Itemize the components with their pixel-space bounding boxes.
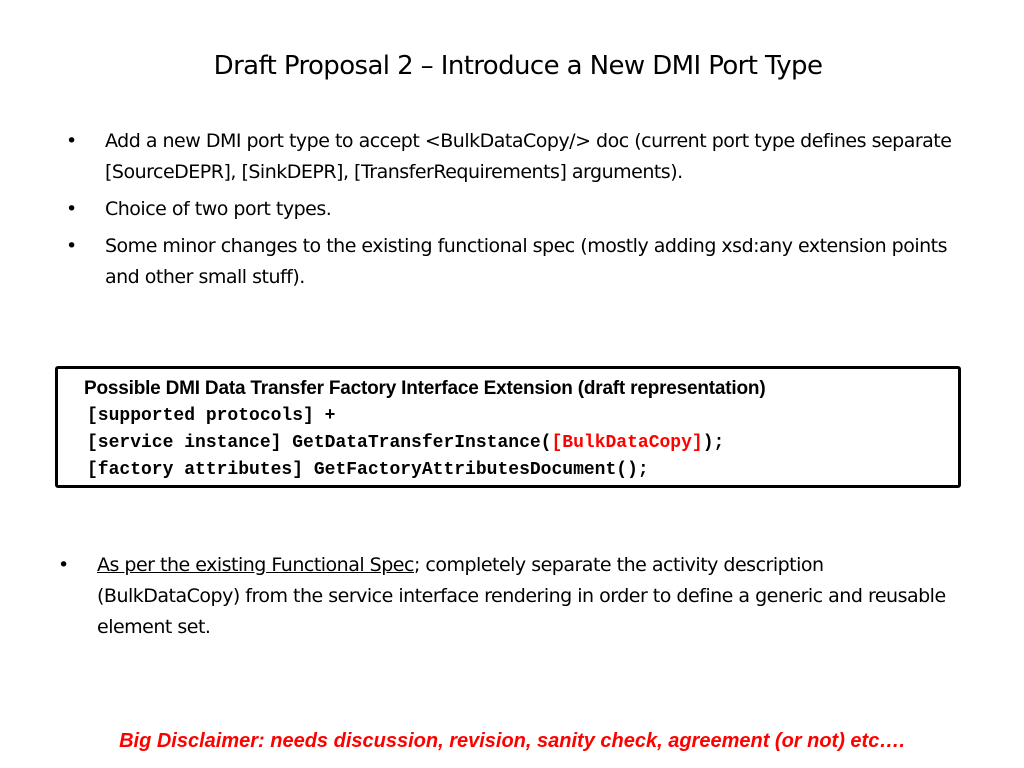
bullet-dot: • — [66, 235, 77, 257]
list-item — [58, 550, 958, 643]
interface-code-box — [55, 366, 961, 488]
bullet-dot: • — [66, 130, 77, 152]
functional-spec-link[interactable]: As per the existing Functional Spec — [97, 554, 414, 576]
bullet-dot: • — [58, 554, 69, 576]
code-text: [service instance] GetDataTransferInstance( — [87, 433, 552, 453]
bullet-list — [66, 126, 966, 299]
list-item — [66, 194, 966, 225]
list-item — [66, 126, 966, 188]
disclaimer-text: Big Disclaimer: needs discussion, revision, sanity check, agreement (or not) etc…. — [119, 730, 905, 752]
slide-title: Draft Proposal 2 – Introduce a New DMI Port Type — [213, 51, 823, 81]
code-text: ); — [702, 433, 725, 453]
code-line-get-data-transfer-instance — [87, 430, 724, 456]
bullet-text: Some minor changes to the existing functional spec (mostly adding xsd:any extension points and other small stuff). — [105, 235, 948, 288]
bullet-text: Add a new DMI port type to accept <BulkDataCopy/> doc (current port type defines separate [SourceDEPR], [SinkDEPR], [TransferRequirements] arguments). — [105, 130, 952, 183]
list-item — [66, 231, 966, 293]
bullet-list-secondary — [58, 550, 958, 643]
code-line-get-factory-attributes: [factory attributes] GetFactoryAttributesDocument(); — [87, 460, 649, 480]
bulk-data-copy-highlight: [BulkDataCopy] — [551, 433, 703, 453]
bullet-text: ; completely separate the activity description (BulkDataCopy) from the service interface rendering in order to define a generic and reusable element set. — [97, 554, 946, 638]
bullet-text: Choice of two port types. — [105, 198, 332, 220]
bullet-dot: • — [66, 198, 77, 220]
code-box-heading: Possible DMI Data Transfer Factory Interface Extension (draft representation) — [84, 378, 766, 399]
code-line-supported-protocols: [supported protocols] + — [87, 406, 336, 426]
